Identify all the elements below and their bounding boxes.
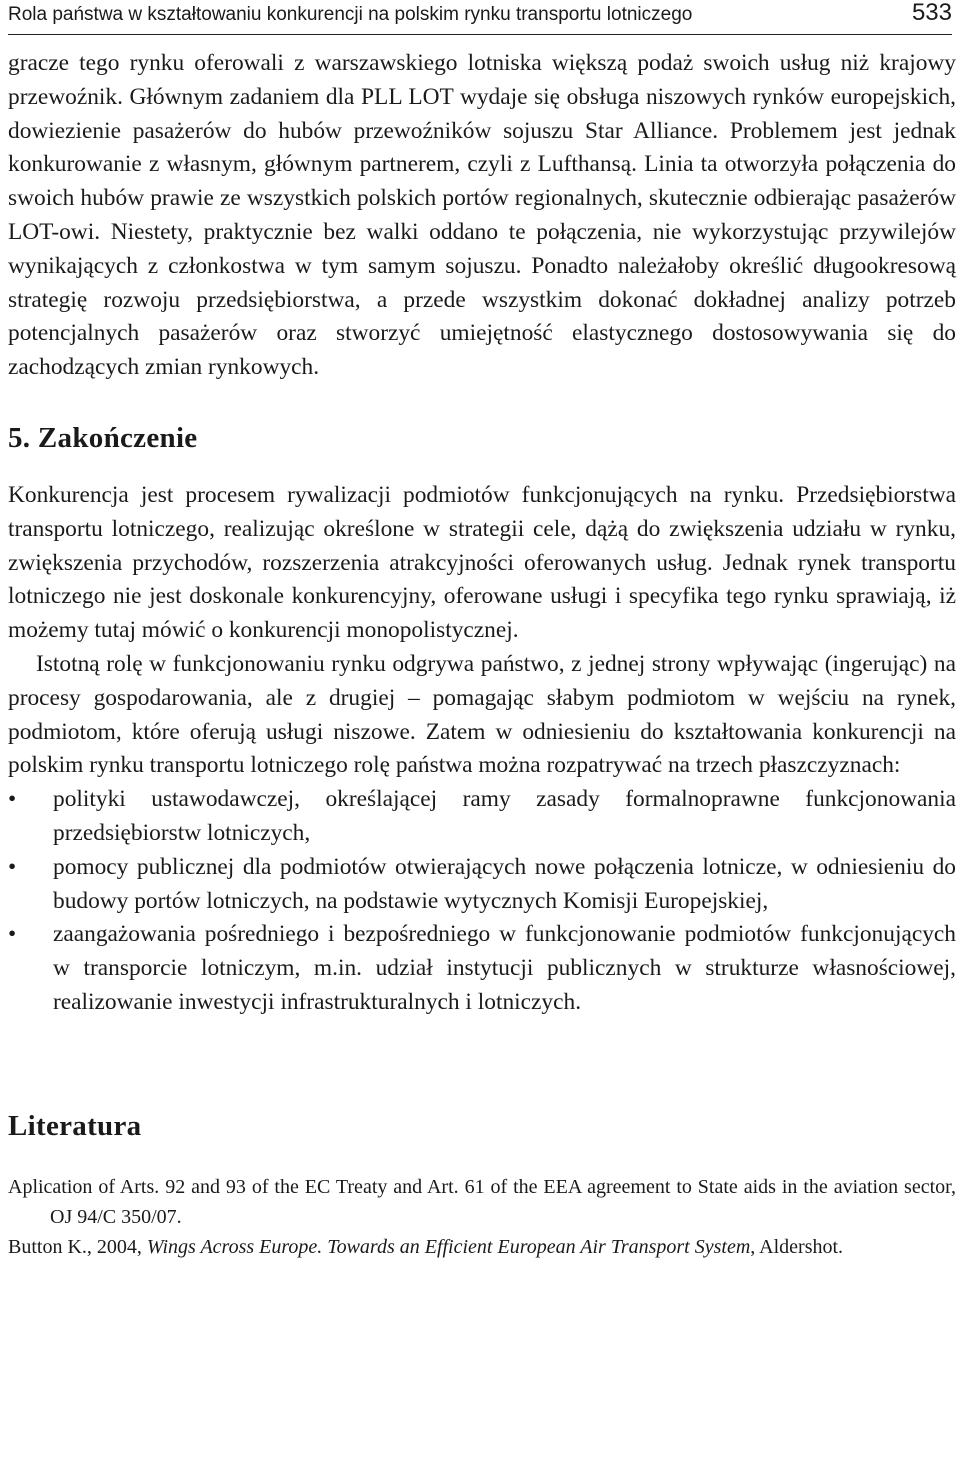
- list-item: [8, 783, 956, 851]
- bullet-list: [8, 783, 956, 1020]
- list-item: [8, 851, 956, 919]
- page-number: 533: [911, 0, 952, 26]
- document-page: [8, 0, 956, 1262]
- reference-item: [8, 1232, 956, 1262]
- paragraph-2: Konkurencja jest procesem rywalizacji podmiotów funkcjonujących na rynku. Przedsiębiorstwa transportu lotniczego, realizując określone w strategii cele, dążą do zwiększenia udziału w rynku, zwiększenia przychodów, rozszerzenia atrakcyjności oferowanych usług. Jednak rynek transportu lotniczego nie jest doskonale konkurencyjny, oferowane usługi i specyfika tego rynku sprawiają, iż możemy tutaj mówić o konkurencji monopolistycznej.: [8, 481, 956, 644]
- list-item-text: polityki ustawodawczej, określającej ramy zasady formalnoprawne funkcjonowania przedsiębiorstw lotniczych,: [53, 786, 956, 846]
- list-item-text: pomocy publicznej dla podmiotów otwierających nowe połączenia lotnicze, w odniesieniu do budowy portów lotniczych, na podstawie wytycznych Komisji Europejskiej,: [53, 853, 956, 914]
- literature-heading: Literatura: [8, 1109, 142, 1142]
- bullet-icon: •: [8, 853, 17, 880]
- body-text: [8, 47, 956, 1020]
- section-heading: 5. Zakończenie: [8, 421, 198, 454]
- list-item-text: zaangażowania pośredniego i bezpośredniego w funkcjonowanie podmiotów funkcjonujących w transporcie lotniczym, m.in. udział instytucji publicznych w strukturze własnościowej, realizowanie inwestycji infrastrukturalnych i lotniczych.: [53, 921, 956, 1015]
- reference-list: [8, 1172, 956, 1262]
- running-title: Rola państwa w kształtowaniu konkurencji na polskim rynku transportu lotniczego: [8, 4, 693, 25]
- running-header: [8, 0, 952, 35]
- paragraph-3: Istotną rolę w funkcjonowaniu rynku odgrywa państwo, z jednej strony wpływając (ingerując) na procesy gospodarowania, ale z drugiej – pomagając słabym podmiotom w wejściu na rynek, podmiotom, które oferują usługi niszowe. Zatem w odniesieniu do kształtowania konkurencji na polskim rynku transportu lotniczego rolę państwa można rozpatrywać na trzech płaszczyznach:: [8, 650, 956, 779]
- reference-text: Aplication of Arts. 92 and 93 of the EC Treaty and Art. 61 of the EEA agreement to State aids in the aviation sector, OJ 94/C 350/07.: [8, 1175, 956, 1228]
- bullet-icon: •: [8, 921, 17, 948]
- reference-title: Wings Across Europe. Towards an Efficient European Air Transport System: [146, 1235, 751, 1258]
- paragraph-1: gracze tego rynku oferowali z warszawskiego lotniska większą podaż swoich usług niż krajowy przewoźnik. Głównym zadaniem dla PLL LOT wydaje się obsługa niszowych rynków europejskich, dowiezienie pasażerów do hubów przewoźników sojuszu Star Alliance. Problemem jest jednak konkurowanie z własnym, głównym partnerem, czyli z Lufthansą. Linia ta otworzyła połączenia do swoich hubów prawie ze wszystkich polskich portów regionalnych, skutecznie odbierając pasażerów LOT-owi. Niestety, praktycznie bez walki oddano te połączenia, nie wykorzystując przywilejów wynikających z członkostwa w tym samym sojuszu. Ponadto należałoby określić długookresową strategię rozwoju przedsiębiorstwa, a przede wszystkim dokonać dokładnej analizy potrzeb potencjalnych pasażerów oraz stworzyć umiejętność elastycznego dostosowywania się do zachodzących zmian rynkowych.: [8, 50, 956, 381]
- reference-publisher: , Aldershot.: [750, 1235, 844, 1258]
- reference-item: [8, 1172, 956, 1232]
- bullet-icon: •: [8, 786, 17, 813]
- list-item: [8, 918, 956, 1019]
- reference-author: Button K., 2004,: [8, 1235, 147, 1258]
